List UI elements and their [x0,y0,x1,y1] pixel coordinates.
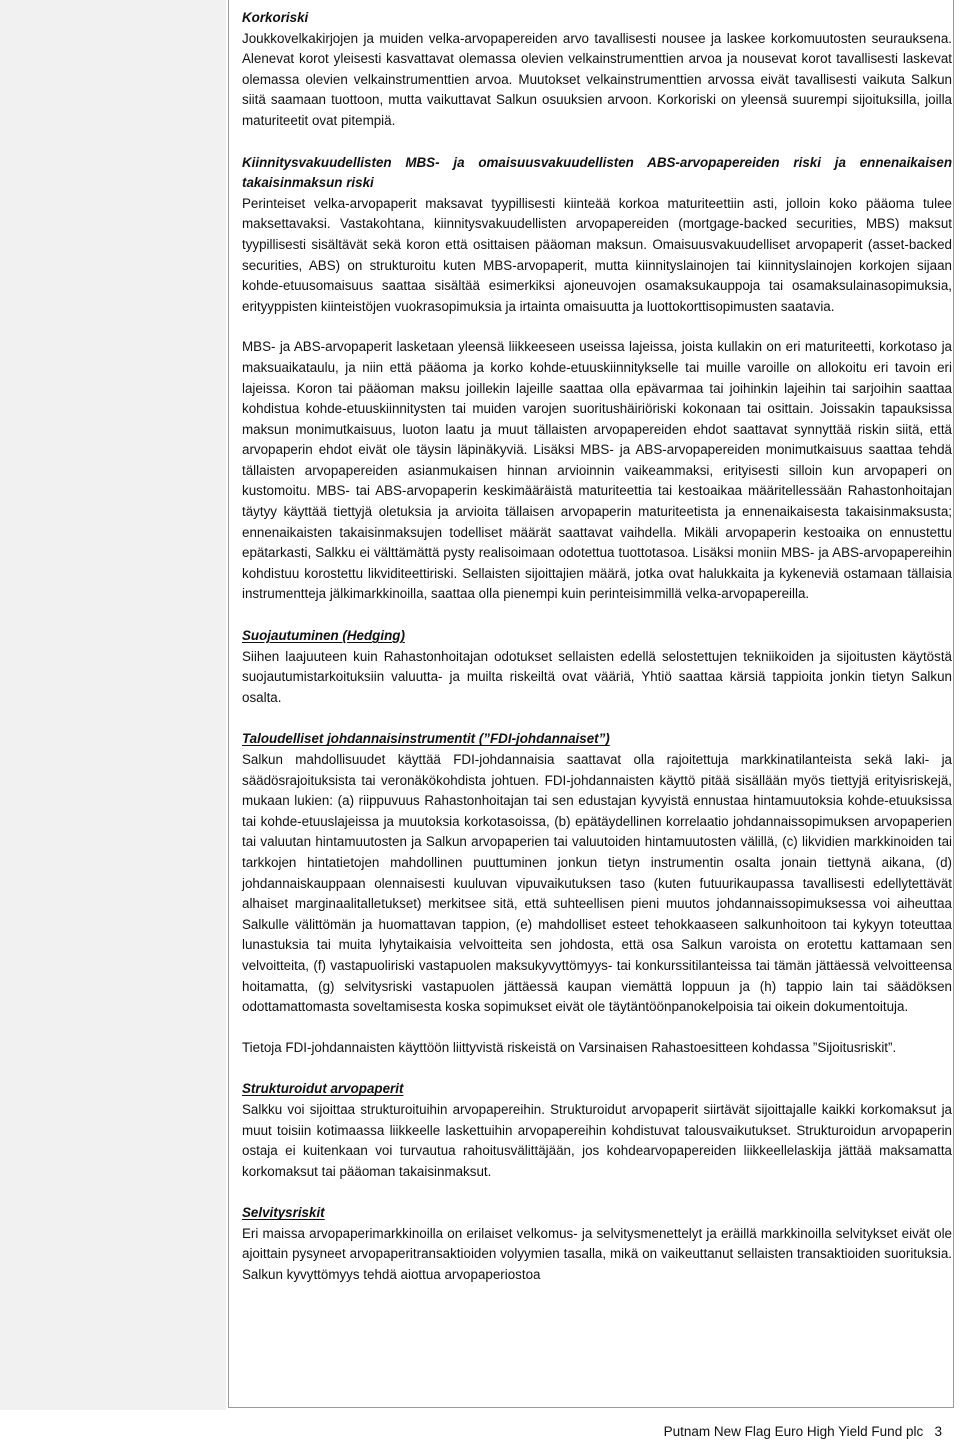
page-footer [664,1424,942,1439]
section-heading: Korkoriski [242,10,309,25]
section-mbs-abs [242,153,952,605]
section-hedging [242,626,952,708]
section-paragraph: MBS- ja ABS-arvopaperit lasketaan yleensä liikkeeseen useissa lajeissa, joista kullakin on eri maturiteetti, korkotaso ja maksuaikataulu, ja niin että pääoma ja korko kohde-etuuskiinnitykselle tai muille varoille on allokoitu eri tavoin eri lajeissa. Koron tai pääoman maksu joillekin lajeille saattaa olla epävarmaa tai joihinkin lajeihin tai sarjoihin saattaa kohdistua kohde-etuuskiinnitysten tai muiden varojen suoritushäiriöriski kokonaan tai osittain. Joissakin tapauksissa maksun monimutkaisuus, luoton laatu ja muut tällaisten arvopapereiden ehdot saattavat synnyttää riskin siitä, että arvopaperin ehdot eivät ole täysin läpinäkyviä. Lisäksi MBS- ja ABS-arvopapereiden monimutkaisuus saattaa tehdä tällaisten arvopapereiden asianmukaisen hinnan arvioinnin vaikeammaksi, erityisesti silloin kun arvopaperi on kustomoitu. MBS- tai ABS-arvopaperin keskimääräistä maturiteettia tai kestoaikaa määritellessään Rahastonhoitajan täytyy käyttää tiettyjä oletuksia ja arvioita tällaisen arvopaperin maturiteetista ja ennenaikaisesta takaisinmaksusta; ennenaikaisten takaisinmaksujen todelliset määrät saattavat vaihdella. Mikäli arvopaperin kestoaika on ennustettu epätarkasti, Salkku ei välttämättä pysty realisoimaan odotettua tuottotasoa. Lisäksi moniin MBS- ja ABS-arvopapereihin kohdistuu korostettu likviditeettiriski. Sellaisten sijoittajien määrä, jotka ovat halukkaita ja kykeneviä ostamaan tällaisia instrumentteja jälkimarkkinoilla, saattaa olla pienempi kuin perinteisimmillä velka-arvopapereilla. [242,339,952,602]
section-paragraph: Tietoja FDI-johdannaisten käyttöön liittyvistä riskeistä on Varsinaisen Rahastoesitteen kohdassa ”Sijoitusriskit”. [242,1039,897,1055]
footer-fund-name: Putnam New Flag Euro High Yield Fund plc [663,1424,924,1439]
left-margin-band [0,0,226,1410]
page-number: 3 [934,1424,942,1439]
section-heading: Strukturoidut arvopaperit [242,1081,404,1097]
section-structured [242,1079,952,1182]
section-paragraph: Siihen laajuuteen kuin Rahastonhoitajan odotukset sellaisten edellä selostettujen tekniikoiden ja sijoitusten käytöstä suojautumistarkoituksiin valuutta- ja muilta riskeiltä ovat vääriä, Yhtiö saattaa kärsiä tappioita jonkin tietyn Salkun osalta. [242,648,952,705]
section-heading: Suojautuminen (Hedging) [242,628,405,644]
section-settlement [242,1203,952,1285]
section-heading: Kiinnitysvakuudellisten MBS- ja omaisuusvakuudellisten ABS-arvopapereiden riski ja ennenaikaisen takaisinmaksun riski [242,154,952,191]
section-heading: Taloudelliset johdannaisinstrumentit (”FDI-johdannaiset”) [242,731,610,747]
section-paragraph: Perinteiset velka-arvopaperit maksavat tyypillisesti kiinteää korkoa maturiteettiin asti, jolloin koko pääoma tulee maksettavaksi. Vastakohtana, kiinnitysvakuudellisten arvopapereiden (mortgage-backed securities, MBS) maksut tyypillisesti sisältävät sekä koron että osittaisen pääoman maksun. Omaisuusvakuudelliset arvopaperit (asset-backed securities, ABS) on strukturoitu kuten MBS-arvopaperit, mutta kiinnityslainojen tai kiinnityslainojen korkojen sijaan kohde-etuusomaisuus saattaa sisältää esimerkiksi ajoneuvojen osamaksukauppoja tai osamaksulainasopimuksia, erityyppisten kiinteistöjen vuokrasopimuksia ja irtainta omaisuutta ja luottokorttisopimusten saatavia. [242,195,952,314]
section-korkoriski [242,8,952,132]
section-paragraph: Joukkovelkakirjojen ja muiden velka-arvopapereiden arvo tavallisesti nousee ja laskee korkomuutosten seurauksena. Alenevat korot yleisesti kasvattavat olemassa olevien velkainstrumenttien arvoa ja nousevat korot tavallisesti laskevat olemassa olevien velkainstrumenttien arvoa. Muutokset velkainstrumenttien arvossa eivät tavallisesti vaikuta Salkun siitä saamaan tuottoon, mutta vaikuttavat Salkun osuuksien arvoon. Korkoriski on yleensä suurempi sijoituksilla, joilla maturiteetit ovat pitempiä. [242,30,952,128]
document-body [242,8,952,1307]
section-paragraph: Eri maissa arvopaperimarkkinoilla on erilaiset velkomus- ja selvitysmenettelyt ja eräillä markkinoilla selvitykset eivät ole ajoittain pysyneet arvopaperitransaktioiden volyymien tasalla, mikä on vaikeuttanut sellaisten transaktioiden suorituksia. Salkun kyvyttömyys tehdä aiottua arvopaperiostoa [242,1225,952,1283]
section-paragraph: Salkku voi sijoittaa strukturoituihin arvopapereihin. Strukturoidut arvopaperit siirtävät sijoittajalle kaikki korkomaksut ja muut toisiin kotimaassa liikkeelle laskettuihin arvopapereihin kohdistuvat talousvaikutukset. Strukturoidun arvopaperin ostaja ei kuitenkaan voi turvautua rahoitusvälittäjään, jos kohdearvopapereiden liikkeellelaskija jättää maksamatta korkomaksut tai pääoman takaisinmaksut. [242,1101,952,1179]
section-fdi [242,729,952,1058]
section-heading: Selvitysriskit [242,1205,325,1221]
section-paragraph: Salkun mahdollisuudet käyttää FDI-johdannaisia saattavat olla rajoitettuja markkinatilanteista sekä laki- ja säädösrajoituksista tai veronäkökohdista johtuen. FDI-johdannaisten käyttö pitää sisällään myös tiettyjä erityisriskejä, mukaan lukien: (a) riippuvuus Rahastonhoitajan tai sen edustajan kyvyistä ennustaa hintamuutoksia kohde-etuuksissa tai kohde-etuuslajeissa ja muutoksia korkotasoissa, (b) epätäydellinen korrelaatio johdannaissopimuksen arvopaperien tai valuutan hintamuutosten ja Salkun arvopaperien tai valuutoiden hintamuutosten välillä, (c) likvidien markkinoiden tai tarkkojen hintatietojen mahdollinen puuttuminen jonkun tietyn instrumentin osalta jonain tiettynä aikana, (d) johdannaiskauppaan olennaisesti kuuluvan vipuvaikutuksen taso (kuten futuurikaupassa tavallisesti edellytettävät alhaiset marginaalitalletukset) merkitsee sitä, että suhteellisen pieni muutos johdannaissopimuksessa voi aiheuttaa Salkulle välittömän ja huomattavan tappion, (e) mahdolliset esteet tehokkaaseen salkunhoitoon tai kykyyn toteuttaa lunastuksia tai muita lyhytaikaisia velvoitteita sen johdosta, että osa Salkun varoista on erotettu kattamaan sen velvoitteita, (f) vastapuoliriski vastapuolen maksukyvyttömyys- tai konkurssitilanteissa tai tämän jättäessä velvoitteensa hoitamatta, (g) selvitysriski vastapuolen jättäessä kaupan viemättä loppuun ja (h) tappio lain tai säädöksen odottamattomasta soveltamisesta koska sopimukset eivät ole täytäntöönpanokelpoisia tai oikein dokumentoituja. [242,752,952,1015]
